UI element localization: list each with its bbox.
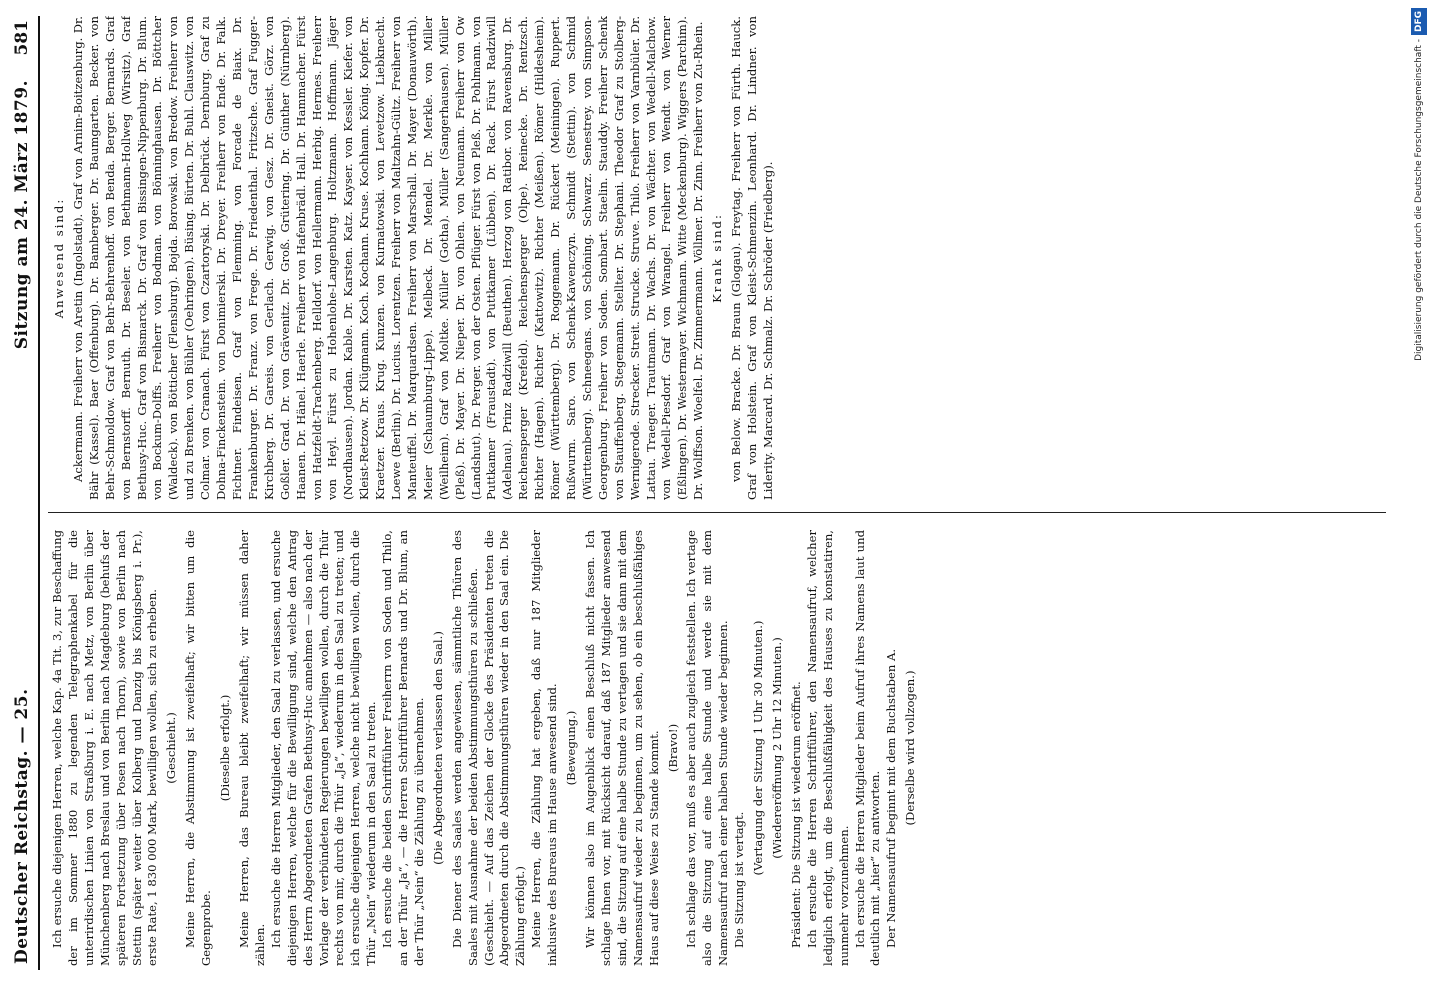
session-date: Sitzung am 24. März 1879. (12, 80, 32, 350)
stage-direction: (Derselbe wird vollzogen.) (903, 670, 918, 826)
speech-paragraph: Ich ersuche die beiden Schriftführer Freiherrn von Soden und Thilo, an der Thür „Ja“, — die Herren Schriftführer Bernards und Dr. Blum, an der Thür „Nein“ die Zählung zu übernehmen. (380, 530, 426, 966)
speech-paragraph: Der Namensaufruf beginnt mit dem Buchstaben A. (884, 648, 899, 948)
speech-paragraph: Die Sitzung ist vertagt. (732, 811, 747, 948)
speech-paragraph: Präsident: Die Sitzung ist wiederum eröffnet. (788, 681, 803, 948)
dfg-logo: DFG (1411, 8, 1427, 35)
digitization-watermark (1411, 8, 1427, 768)
speech-paragraph: Meine Herren, die Abstimmung ist zweifelhaft; wir bitten um die Gegenprobe. (183, 530, 214, 966)
sick-heading: Krank sind: (710, 213, 725, 303)
speech-paragraph: Ich ersuche die Herren Schriftführer, den Namensaufruf, welcher lediglich erfolgt, um die Beschlußfähigkeit des Hauses zu konstatiren, nunmehr vorzunehmen. (804, 530, 851, 966)
stage-direction: (Dieselbe erfolgt.) (218, 694, 233, 802)
stage-direction: (Bewegung.) (564, 710, 579, 786)
stage-direction: (Geschieht.) (164, 712, 179, 784)
present-heading: Anwesend sind: (52, 197, 66, 319)
watermark-text: Digitalisierung gefördert durch die Deutsche Forschungsgemeinschaft - (1414, 39, 1424, 361)
present-members-list: Ackermann. Freiherr von Aretin (Ingolstadt). Graf von Arnim-Boitzenburg. Dr. Bähr (Kassel). Baer (Offenburg). Dr. Bamberger. Dr. Baumgarten. Becker. von Behr-Schmoldow. Graf von Behr-Behrenhoff. von Benda. Berger. Bernards. Graf von Bernstorff. Bernuth. Dr. Beseler. von Bethmann-Hollweg (Wirsitz). Graf Bethusy-Huc. Graf von Bismarck. Dr. Graf von Bissingen-Nippenburg. Dr. Blum. von Bockum-Dolffs. Freiherr von Bodman. von Bönninghausen. Dr. Böttcher (Waldeck). von Bötticher (Flensburg). Bojda. Borowski. von Bredow. Freiherr von und zu Brenken. von Bühler (Oehringen). Büsing. Bürten. Dr. Buhl. Clauswitz. von Colmar. von Cranach. Fürst von Czartoryski. Dr. Delbrück. Dernburg. Graf zu Dohna-Finckenstein. von Donimierski. Dr. Dreyer. Freiherr von Ende. Dr. Falk. Fichtner. Findeisen. Graf von Flemming. von Forcade de Biaix. Dr. Frankenburger. Dr. Franz. von Frege. Dr. Friedenthal. Fritzsche. Graf Fugger-Kirchberg. Dr. Gareis. von Gerlach. Gerwig. von Gesz. Dr. Gneist. Görz. von Goßler. Grad. Dr. von Grävenitz. Dr. Groß. Grütering. Dr. Günther (Nürnberg). Haanen. Dr. Hänel. Haerle. Freiherr von Hafenbrädl. Hall. Dr. Hammacher. Fürst von Hatzfeldt-Trachenberg. Helldorf. von Hellermann. Herbig. Hermes. Freiherr von Heyl. Fürst zu Hohenlohe-Langenburg. Holtzmann. Hoffmann. Jäger (Nordhausen). Jordan. Kable. Dr. Karsten. Katz. Kayser. von Kessler. Kiefer. von Kleist-Retzow. Dr. Klügmann. Koch. Kochann. Kruse. Kochhann. König. Kopfer. Dr. Kraetzer. Kraus. Krug. Kunzen. von Kurnatowski. von Levetzow. Liebknecht. Loewe (Berlin). Dr. Lucius. Lorentzen. Freiherr von Maltzahn-Gültz. Freiherr von Manteuffel. Dr. Marquardsen. Freiherr von Marschall. Dr. Mayer (Donauwörth). Meier (Schaumburg-Lippe). Melbeck. Dr. Mendel. Dr. Merkle. von Miller (Weilheim). Graf von Moltke. Müller (Gotha). Müller (Sangerhausen). Müller (Pleß). Dr. Mayer. Dr. Nieper. Dr. von Ohlen. von Neumann. Freiherr von Ow (Landshut). Dr. Perger. von der Osten. Pflüger. Fürst von Pleß. Dr. Pohlmann. von Puttkamer (Fraustadt). von Puttkamer (Lübben). Dr. Rack. Fürst Radziwill (Adelnau). Prinz Radziwill (Beuthen). Herzog von Ratibor. von Ravensburg. Dr. Reichensperger (Krefeld). Reichensperger (Olpe). Reinecke. Dr. Rentzsch. Richter (Hagen). Richter (Kattowitz). Richter (Meißen). Römer (Hildesheim). Römer (Württemberg). Dr. Roggemann. Dr. Rückert (Meiningen). Ruppert. Rußwurm. Saro. von Schenk-Kawenczyn. Schmidt (Stettin). von Schmid (Württemberg). Schneegans. von Schöning. Schwarz. Senestrey. von Simpson-Georgenburg. Freiherr von Soden. Sombart. Staelin. Stauddy. Freiherr Schenk von Stauffenberg. Stegemann. Stellter. Dr. Stephani. Theodor Graf zu Stolberg-Wernigerode. Strecker. Streit. Strucke. Struve. Thilo. Freiherr von Varnbüler. Dr. Lattau. Traeger. Trautmann. Dr. Wachs. Dr. von Wächter. von Wedell-Malchow. von Wedell-Piesdorf. Graf von Wrangel. Freiherr von Wendt. von Werner (Eßlingen). Dr. Westermayer. Wichmann. Witte (Meckenburg). Wiggers (Parchim). Dr. Wolffson. Woelfel. Dr. Zimmermann. Völlmer. Dr. Zinn. Freiherr von Zu-Rhein. (70, 16, 706, 500)
speech-paragraph: Die Diener des Saales werden angewiesen, sämmtliche Thüren des Saales mit Ausnahme der beiden Abstimmungsthüren zu schließen. (449, 530, 480, 966)
column-separator (48, 512, 1386, 513)
speech-paragraph: Wir können also im Augenblick einen Beschluß nicht fassen. Ich schlage Ihnen vor, mit Rücksicht darauf, daß 187 Mitglieder anwesend sind, die Sitzung auf eine halbe Stunde zu vertagen und sie dann mit dem Namensaufruf wieder zu beginnen, um zu sehen, ob ein beschlußfähiges Haus auf diese Weise zu Stande kommt. (583, 530, 661, 966)
speech-paragraph: Ich schlage das vor, muß es aber auch zugleich feststellen. Ich vertage also die Sitzung auf eine halbe Stunde und werde sie mit dem Namensaufruf nach einer halben Stunde wieder beginnen. (684, 530, 731, 966)
running-header (8, 0, 42, 1000)
stage-direction: (Wiedereröffnung 2 Uhr 12 Minuten.) (769, 637, 784, 859)
sick-members-list: von Below. Bracke. Dr. Braun (Glogau). Freytag. Freiherr von Fürth. Hauck. Graf von Holstein. Graf von Kleist-Schmenzin. Leonhard. Dr. Lindner. von Liderity. Marcard. Dr. Schmalz. Dr. Schröder (Friedberg). (729, 16, 775, 500)
stage-direction: (Die Abgeordneten verlassen den Saal.) (430, 631, 445, 865)
speech-paragraph: Meine Herren, das Bureau bleibt zweifelhaft; wir müssen daher zählen. (236, 530, 267, 966)
speech-paragraph: Ich ersuche diejenigen Herren, welche Kap. 4a Tit. 3, zur Beschaffung der im Sommer 1880 zu legenden Telegraphenkabel für die unterirdischen Linien von Straßburg i. E. nach Metz, von Berlin über Münchenberg nach Breslau und von Berlin nach Magdeburg (behufs der späteren Fortsetzung über Posen nach Thorn), sowie von Berlin nach Stettin (später weiter über Kolberg und Danzig bis Königsberg i. Pr.), erste Rate, 1 830 000 Mark, bewilligen wollen, sich zu erheben. (50, 530, 160, 966)
page-number: 581 (12, 20, 32, 56)
stage-direction: (Bravo!) (665, 723, 680, 773)
publication-title: Deutscher Reichstag. — 25. (12, 688, 32, 964)
left-text-column (50, 530, 1386, 966)
stage-direction: (Vertagung der Sitzung 1 Uhr 30 Minuten.) (751, 620, 766, 876)
right-text-column (50, 16, 1386, 500)
speech-paragraph: Ich ersuche die Herren Mitglieder, den Saal zu verlassen, und ersuche diejenigen Herren, welche für die Bewilligung sind, welche den Antrag des Herrn Abgeordneten Grafen Bethusy-Huc annehmen — also nach der Vorlage der verbündeten Regierungen bewilligen wollen, durch die Thür rechts von mir, durch die Thür „Ja“, wiederum in den Saal zu treten; und ich ersuche diejenigen Herren, welche nicht bewilligen wollen, durch die Thür „Nein“ wiederum in den Saal zu treten. (268, 530, 379, 966)
header-rule (38, 16, 40, 970)
speech-paragraph: (Geschieht. — Auf das Zeichen der Glocke des Präsidenten treten die Abgeordneten durch die Abstimmungsthüren wieder in den Saal ein. Die Zählung erfolgt.) (481, 530, 528, 966)
speech-paragraph: Ich ersuche die Herren Mitglieder beim Aufruf ihres Namens laut und deutlich mit „hier“ zu antworten. (852, 530, 883, 966)
speech-paragraph: Meine Herren, die Zählung hat ergeben, daß nur 187 Mitglieder inklusive des Bureaus im Hause anwesend sind. (529, 530, 560, 966)
